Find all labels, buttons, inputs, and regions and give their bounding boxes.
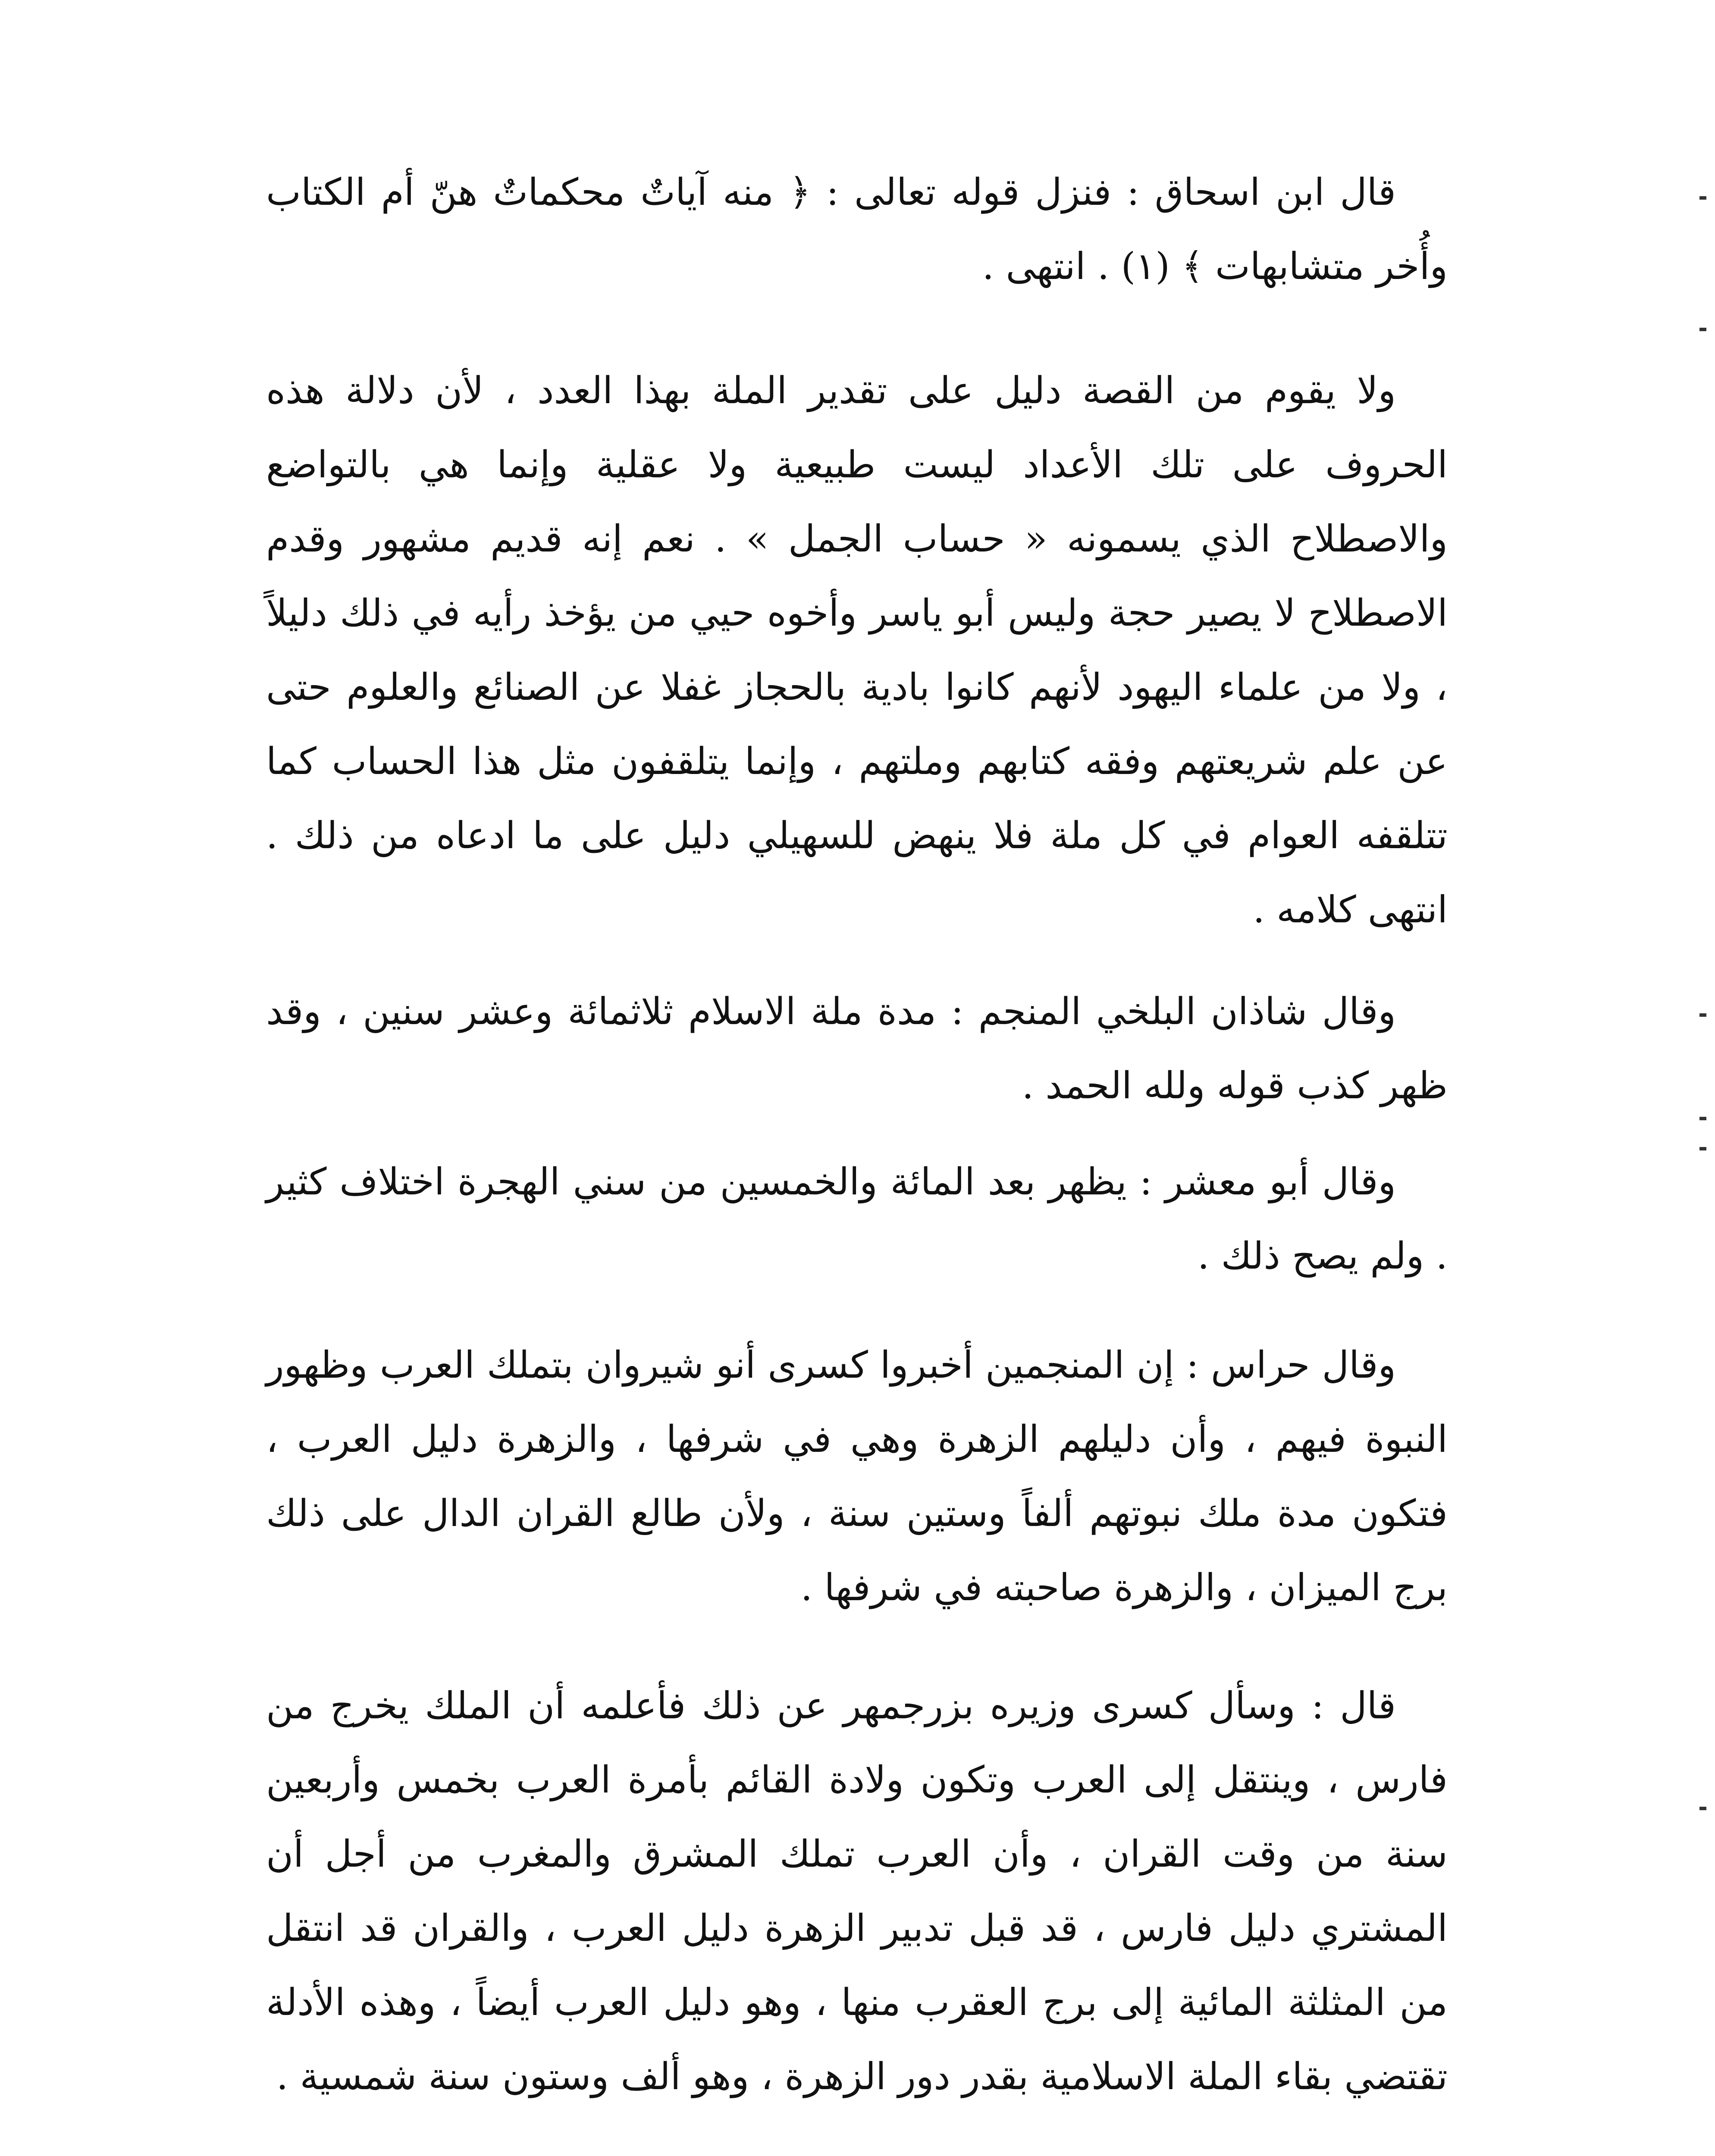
paragraph-text: وقال شاذان البلخي المنجم : مدة ملة الاسلام ثلاثمائة وعشر سنين ، وقد ظهر كذب قوله ولله الحمد .: [266, 990, 1448, 1107]
margin-mark: [1699, 328, 1706, 331]
paragraph-text: وقال أبو معشر : يظهر بعد المائة والخمسين من سني الهجرة اختلاف كثير . ولم يصح ذلك .: [266, 1160, 1448, 1278]
paragraph-text: ولا يقوم من القصة دليل على تقدير الملة بهذا العدد ، لأن دلالة هذه الحروف على تلك الأعداد ليست طبيعية ولا عقلية وإنما هي بالتواضع والاصطلاح الذي يسمونه « حساب الجمل » . نعم إنه قديم مشهور وقدم الاصطلاح لا يصير حجة وليس أبو ياسر وأخوه حيي من يؤخذ رأيه في ذلك دليلاً ، ولا من علماء اليهود لأنهم كانوا بادية بالحجاز غفلا عن الصنائع والعلوم حتى عن علم شريعتهم وفقه كتابهم وملتهم ، وإنما يتلقفون مثل هذا الحساب كما تتلقفه العوام في كل ملة فلا ينهض للسهيلي دليل على ما ادعاه من ذلك . انتهى كلامه .: [266, 369, 1448, 931]
text-paragraph-6: [266, 1669, 1448, 2114]
margin-mark: [1699, 196, 1706, 200]
text-paragraph-4: [266, 1145, 1448, 1293]
paragraph-text: قال : وسأل كسرى وزيره بزرجمهر عن ذلك فأعلمه أن الملك يخرج من فارس ، وينتقل إلى العرب وتكون ولادة القائم بأمرة العرب بخمس وأربعين سنة من وقت القران ، وأن العرب تملك المشرق والمغرب من أجل أن المشتري دليل فارس ، قد قبل تدبير الزهرة دليل العرب ، والقران قد انتقل من المثلثة المائية إلى برج العقرب منها ، وهو دليل العرب أيضاً ، وهذه الأدلة تقتضي بقاء الملة الاسلامية بقدر دور الزهرة ، وهو ألف وستون سنة شمسية .: [266, 1684, 1448, 2098]
text-paragraph-2: [266, 354, 1448, 947]
margin-mark: [1699, 1147, 1706, 1150]
margin-mark: [1699, 1013, 1706, 1017]
margin-mark: [1699, 1117, 1706, 1120]
paragraph-text: قال ابن اسحاق : فنزل قوله تعالى : ﴿ منه آياتٌ محكماتٌ هنّ أم الكتاب وأُخر متشابهات ﴾ (١) . انتهى .: [266, 171, 1448, 288]
margin-mark: [1699, 1807, 1706, 1810]
text-paragraph-1: [266, 155, 1448, 304]
text-paragraph-3: [266, 975, 1448, 1123]
text-paragraph-5: [266, 1328, 1448, 1625]
paragraph-text: وقال حراس : إن المنجمين أخبروا كسرى أنو شيروان بتملك العرب وظهور النبوة فيهم ، وأن دليلهم الزهرة وهي في شرفها ، والزهرة دليل العرب ، فتكون مدة ملك نبوتهم ألفاً وستين سنة ، ولأن طالع القران الدال على ذلك برج الميزان ، والزهرة صاحبته في شرفها .: [266, 1344, 1448, 1609]
